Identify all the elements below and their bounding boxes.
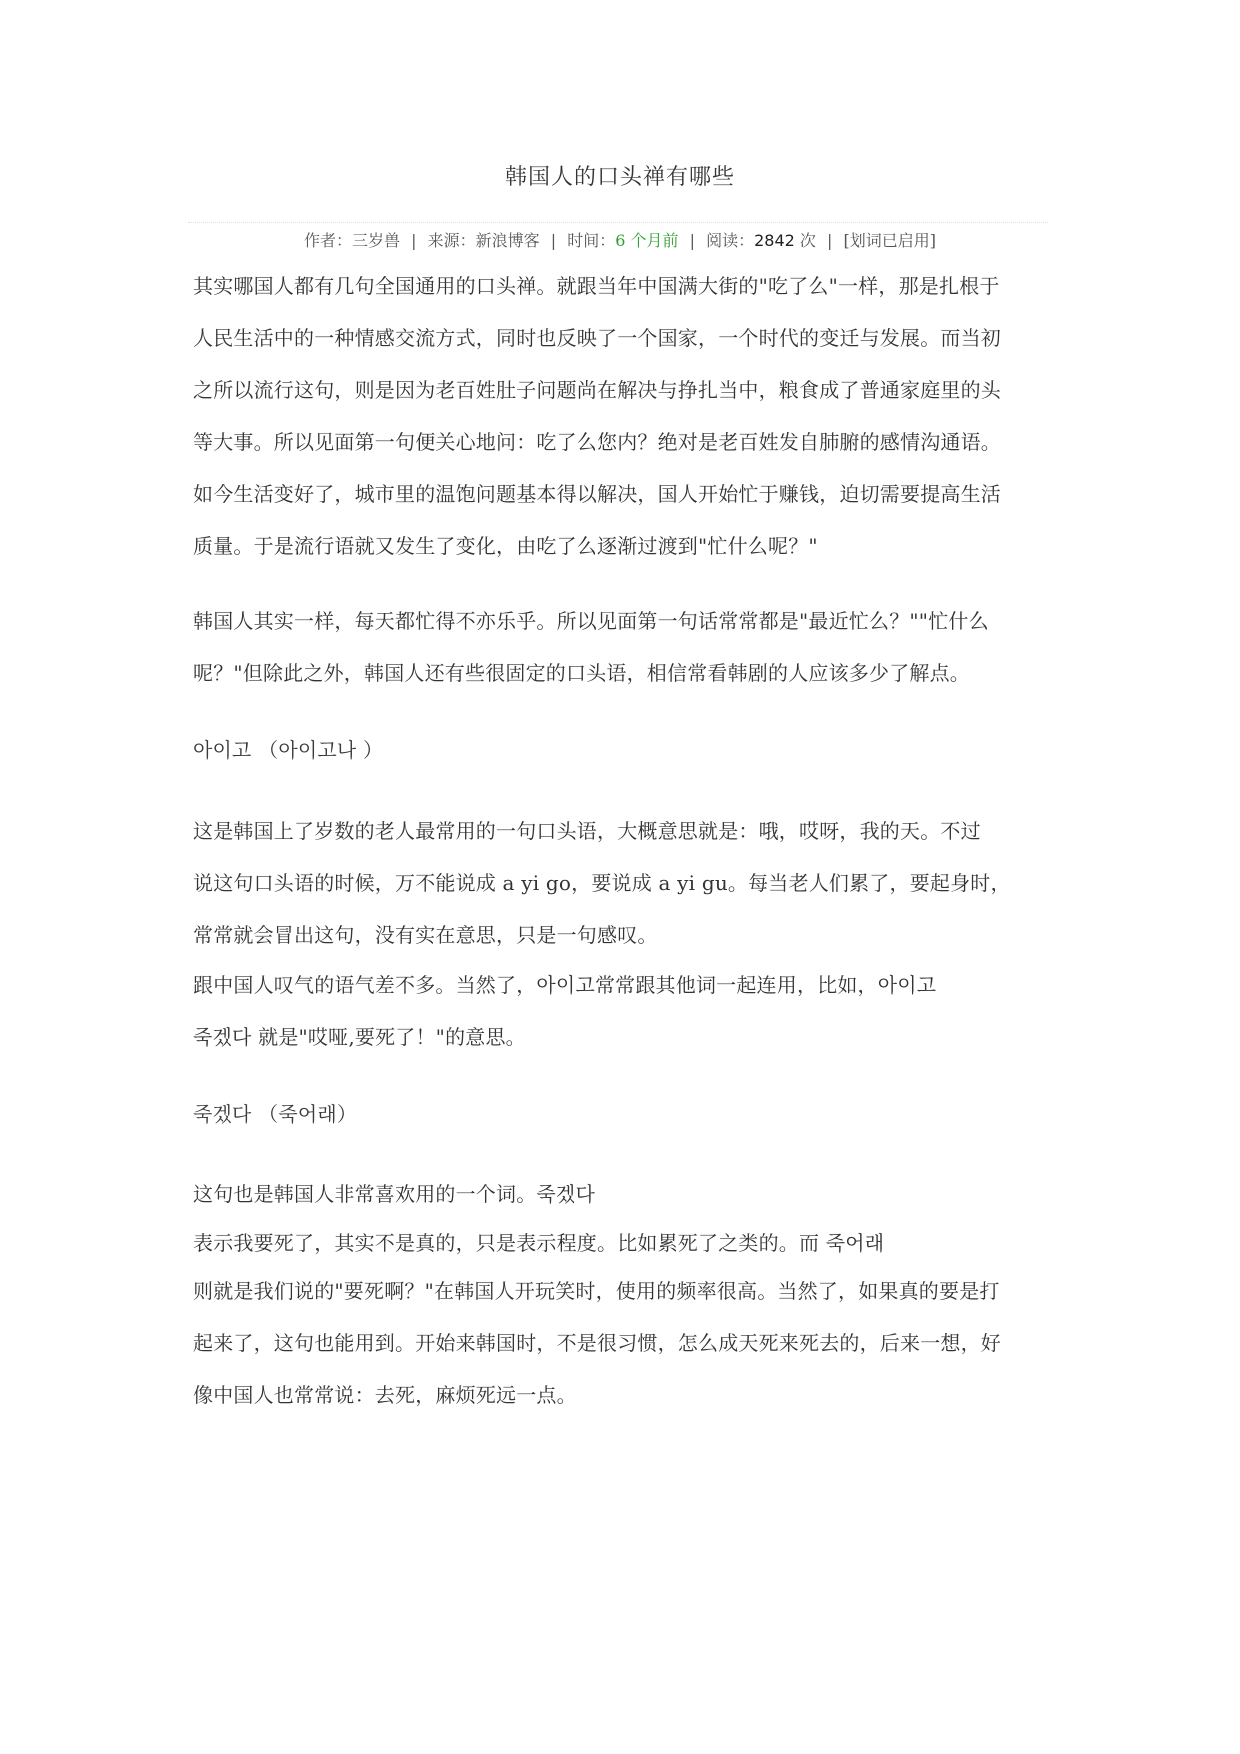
paragraph-line: 像中国人也常常说：去死，麻烦死远一点。	[193, 1383, 577, 1407]
paragraph-line: 之所以流行这句，则是因为老百姓肚子问题尚在解决与挣扎当中，粮食成了普通家庭里的头	[193, 378, 1001, 402]
reads-count: 2842	[754, 231, 795, 250]
paragraph-line: 这句也是韩国人非常喜欢用的一个词。죽겠다	[193, 1182, 595, 1206]
time-label: 时间：	[567, 231, 616, 250]
source-label: 来源：	[427, 231, 476, 250]
paragraph-line: 起来了，这句也能用到。开始来韩国时，不是很习惯，怎么成天死来死去的，后来一想，好	[193, 1331, 1001, 1355]
author-label: 作者：	[303, 231, 352, 250]
paragraph-line: 韩国人其实一样，每天都忙得不亦乐乎。所以见面第一句话常常都是"最近忙么？""忙什么	[193, 609, 989, 633]
paragraph-line: 质量。于是流行语就又发生了变化，由吃了么逐渐过渡到"忙什么呢？"	[193, 534, 818, 558]
highlight-toggle[interactable]: [划词已启用]	[843, 231, 936, 250]
title-divider	[188, 222, 1048, 223]
paragraph-line: 人民生活中的一种情感交流方式，同时也反映了一个国家，一个时代的变迁与发展。而当初	[193, 326, 1001, 350]
paragraph-line: 如今生活变好了，城市里的温饱问题基本得以解决，国人开始忙于赚钱，迫切需要提高生活	[193, 482, 1001, 506]
author[interactable]: 三岁兽	[352, 231, 401, 250]
section-heading-aigo: 아이고 （아이고나 ）	[193, 738, 384, 762]
paragraph-line: 这是韩国上了岁数的老人最常用的一句口头语，大概意思就是：哦，哎呀，我的天。不过	[193, 819, 981, 843]
reads-unit: 次	[799, 231, 816, 250]
reads-label: 阅读：	[706, 231, 755, 250]
meta-separator: |	[411, 231, 417, 250]
paragraph-line: 其实哪国人都有几句全国通用的口头禅。就跟当年中国满大街的"吃了么"一样，那是扎根于	[193, 274, 1000, 298]
paragraph-line: 죽겠다 就是"哎哑,要死了！"的意思。	[193, 1025, 526, 1049]
paragraph-line: 等大事。所以见面第一句便关心地问：吃了么您内？绝对是老百姓发自肺腑的感情沟通语。	[193, 430, 1001, 454]
paragraph-line: 常常就会冒出这句，没有实在意思，只是一句感叹。	[193, 923, 658, 947]
meta-separator: |	[827, 231, 833, 250]
paragraph-line: 跟中国人叹气的语气差不多。当然了，아이고常常跟其他词一起连用，比如，아이고	[193, 973, 937, 997]
section-heading-jukketda: 죽겠다 （죽어래）	[193, 1102, 358, 1126]
source: 新浪博客	[475, 231, 540, 250]
paragraph-line: 表示我要死了，其实不是真的，只是表示程度。比如累死了之类的。而 죽어래	[193, 1231, 885, 1255]
paragraph-line: 说这句口头语的时候，万不能说成 a yi go，要说成 a yi gu。每当老人们累了，要起身时，	[193, 871, 1011, 895]
article-meta	[0, 228, 1240, 251]
meta-separator: |	[689, 231, 695, 250]
meta-separator: |	[550, 231, 557, 250]
article-title: 韩国人的口头禅有哪些	[504, 165, 735, 190]
time-value: 6 个月前	[615, 231, 679, 250]
paragraph-line: 呢？"但除此之外，韩国人还有些很固定的口头语，相信常看韩剧的人应该多少了解点。	[193, 661, 970, 685]
paragraph-line: 则就是我们说的"要死啊？"在韩国人开玩笑时，使用的频率很高。当然了，如果真的要是打	[193, 1279, 1000, 1303]
